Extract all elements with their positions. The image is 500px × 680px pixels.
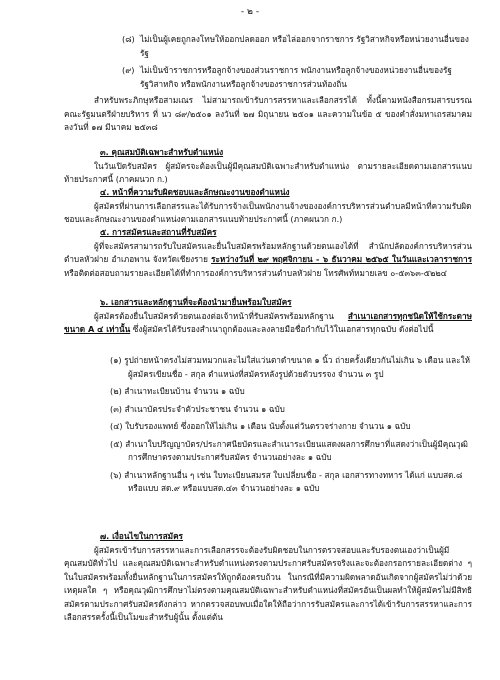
monk-note [0,94,500,135]
section-6-intro-b: ซึ่งผู้สมัครได้รับรองสำเนาถูกต้องและลงลายมือชื่อกำกับไว้ในเอกสารทุกฉบับ ดังต่อไปนี้ [130,324,434,334]
a4-requirement: สำเนาเอกสารทุกชนิดให้ใช้กระดาษขนาด A ๔ เท่านั้น [64,310,472,334]
section-5-title: ๕. การสมัครและสถานที่รับสมัคร [100,227,217,237]
item-label: (๘) [122,34,135,44]
section-4-title: ๔. หน้าที่ความรับผิดชอบและลักษณะงานของตำแหน่ง [100,187,290,197]
section-6-list [0,354,500,496]
document-item-6: (๖) สำเนาหลักฐานอื่น ๆ เช่น ใบทะเบียนสมรส ใบเปลี่ยนชื่อ - สกุล เอกสารทางทหาร ได้แก่ แบบสด.๘ หรือแบบ สด.๙ หรือแบบสด.๔๓ จำนวนอย่างละ ๑ ฉบับ [110,469,463,493]
item-text: ไม่เป็นผู้เคยถูกลงโทษให้ออกปลดออก หรือไล่ออกจากราชการ รัฐวิสาหกิจหรือหน่วยงานอื่นของรัฐ [140,34,469,58]
qualification-item-8 [0,33,500,60]
document-item-3: (๓) สำเนาบัตรประจำตัวประชาชน จำนวน ๑ ฉบับ [110,403,285,414]
section-3-title: ๓. คุณสมบัติเฉพาะสำหรับตำแหน่ง [100,147,224,157]
document-item-1: (๑) รูปถ่ายหน้าตรงไม่สวมหมวกและไม่ใส่แว่นตาดำขนาด ๑ นิ้ว ถ่ายครั้งเดียวกันไม่เกิน ๖ เดือน และให้ผู้สมัครเขียนชื่อ - สกุล ตำแหน่งที่สมัครหลังรูปด้วยตัวบรรจง จำนวน ๓ รูป [110,355,470,379]
section-5-body-b: หรือติดต่อสอบถามรายละเอียดได้ที่ทำการองค์การบริหารส่วนตำบลหัวฝาย โทรศัพท์หมายเลข ๐-๕๓๖๓-๕๒๒๔ [64,267,447,278]
section-6 [0,296,500,337]
section-6-title: ๖. เอกสารและหลักฐานที่จะต้องนำมายื่นพร้อมใบสมัคร [100,297,292,307]
item-text: ไม่เป็นข้าราชการหรือลูกจ้างของส่วนราชการ พนักงานหรือลูกจ้างของหน่วยงานอื่นของรัฐ รัฐวิสาหกิจ หรือพนักงานหรือลูกจ้างของราชการส่วนท้องถิ่น [140,65,452,89]
section-3-body: ในวันเปิดรับสมัคร ผู้สมัครจะต้องเป็นผู้มีคุณสมบัติเฉพาะสำหรับตำแหน่ง ตามรายละเอียดตามเอกสารแนบท้ายประกาศนี้ (ภาคผนวก ก.) [64,160,472,184]
section-6-intro [0,310,500,337]
section-7-body: ผู้สมัครเข้ารับการสรรหาและการเลือกสรรจะต้องรับผิดชอบในการตรวจสอบและรับรองตนเองว่าเป็นผู้มีคุณสมบัติทั่วไป และคุณสมบัติเฉพาะสำหรับตำแหน่งตรงตามประกาศรับสมัครจริงและจะต้องกรอกรายละเอียดต่าง ๆ ในใบสมัครพร้อมทั้งยื่นหลักฐานในการสมัครให้ถูกต้องครบถ้วน ในกรณีที่มีความผิดพลาดอันเกิดจากผู้สมัครไม่ว่าด้วยเหตุผลใด ๆ หรือคุณวุฒิการศึกษาไม่ตรงตามคุณสมบัติเฉพาะสำหรับตำแหน่งที่สมัครอันเป็นผลทำให้ผู้สมัครไม่มีสิทธิสมัครตามประกาศรับสมัครดังกล่าว หากตรวจสอบพบเมื่อใดให้ถือว่าการรับสมัครและการได้เข้ารับการสรรหาและการเลือกสรรครั้งนี้เป็นโมฆะสำหรับผู้นั้น ตั้งแต่ต้น [64,544,472,622]
section-4 [0,186,500,227]
section-6-intro-a: ผู้สมัครต้องยื่นใบสมัครด้วยตนเองต่อเจ้าหน้าที่รับสมัครพร้อมหลักฐาน [94,310,348,321]
section-5 [0,226,500,280]
section-4-body: ผู้สมัครที่ผ่านการเลือกสรรและได้รับการจ้างเป็นพนักงานจ้างขององค์การบริหารส่วนตำบลมีหน้าที่ความรับผิดชอบและลักษณะงานของตำแหน่งตามเอกสารแนบท้ายประกาศนี้ (ภาคผนวก ก.) [64,200,472,224]
document-item-5: (๕) สำเนาใบปริญญาบัตร/ประกาศนียบัตรและสำเนาระเบียนแสดงผลการศึกษาที่แสดงว่าเป็นผู้มีคุณวุฒิการศึกษาตรงตามประกาศรับสมัคร จำนวนอย่างละ ๑ ฉบับ [110,438,468,462]
page-number: - ๒ - [240,7,260,17]
item-label: (๙) [122,65,135,75]
document-item-4: (๔) ใบรับรองแพทย์ ซึ่งออกให้ไม่เกิน ๑ เดือน นับตั้งแต่วันตรวจร่างกาย จำนวน ๑ ฉบับ [110,421,411,431]
section-7 [0,530,500,625]
monk-note-text: สำหรับพระภิกษุหรือสามเณร ไม่สามารถเข้ารับการสรรหาและเลือกสรรได้ ทั้งนี้ตามหนังสือกรมสารบรรณคณะรัฐมนตรีฝ่ายบริหาร ที่ นว ๘๙/๒๕๐๑ ลงวันที่ ๒๗ มิถุนายน ๒๕๐๑ และความในข้อ ๕ ของคำสั่งมหาเถรสมาคม ลงวันที่ ๑๗ มีนาคม ๒๕๓๘ [64,95,472,132]
section-5-body [0,240,500,281]
qualification-item-9 [0,64,500,91]
section-5-body-a: ผู้ที่จะสมัครสามารถรับใบสมัครและยื่นใบสมัครพร้อมหลักฐานด้วยตนเองได้ที่ สำนักปลัดองค์การบริหารส่วนตำบลหัวฝาย อำเภอพาน จังหวัดเชียงราย [64,240,472,264]
section-7-title: ๗. เงื่อนไขในการสมัคร [100,531,183,541]
document-item-2: (๒) สำเนาทะเบียนบ้าน จำนวน ๑ ฉบับ [110,386,245,396]
section-3 [0,146,500,187]
application-period: ระหว่างวันที่ ๒๙ พฤศจิกายน - ๖ ธันวาคม ๒๕๖๕ ในวันและเวลาราชการ [211,254,472,264]
